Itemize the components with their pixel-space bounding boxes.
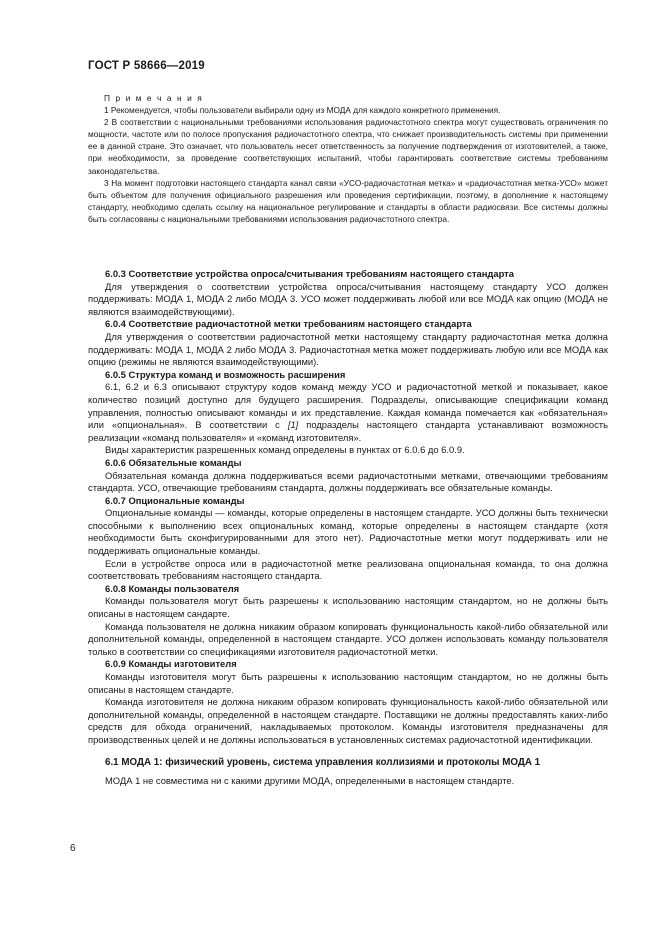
- section-heading: 6.0.8 Команды пользователя: [105, 582, 240, 594]
- section-heading: 6.0.4 Соответствие радиочастотной метки требованиям настоящего стандарта: [105, 318, 472, 330]
- note-item: 2 В соответствии с национальными требованиями использования радиочастотного спектра могут существовать ограничения по мощности, частоте или по полосе пропускания радиочастотного спектра, что снижает производительность системы при применении ее в данной стране. Это означает, что пользователь несет ответственность за получение подтверждения от изготовителей, а также, при необходимости, за проведение соответствующих испытаний, чтобы гарантировать соответствие системы требованиям законодательства.: [88, 117, 608, 176]
- paragraph: Виды характеристик разрешенных команд определены в пунктах от 6.0.6 до 6.0.9.: [105, 444, 465, 456]
- section-heading: 6.0.6 Обязательные команды: [105, 456, 242, 468]
- section-heading: 6.0.9 Команды изготовителя: [105, 658, 237, 670]
- page-number: 6: [70, 843, 76, 854]
- paragraph: Команда изготовителя не должна никаким образом копировать функциональность какой-либо обязательной или дополнительной команды, определенной в настоящем стандарте. Поставщики не должны предоставлять каких-либо средств для обхода ограничений, накладываемых протоколом. Команды изготовителя предназначены для производственных целей и не должны использоваться в установленных системах радиочастотной идентификации.: [88, 696, 608, 745]
- notes-title: П р и м е ч а н и я: [104, 93, 204, 103]
- paragraph-text: 6.1, 6.2 и 6.3 описывают структуру кодов команд между УСО и радиочастотной меткой и показывает, какое количество позиций доступно для будущего расширения. Подразделы, описывающие спецификации команд управления, полностью описывают команды и их представление. Каждая команда помечается как «обязательная» или «опциональная». В соответствии с: [88, 381, 608, 431]
- section-heading: 6.0.7 Опциональные команды: [105, 494, 245, 506]
- section-heading: 6.0.3 Соответствие устройства опроса/считывания требованиям настоящего стандарта: [105, 268, 514, 279]
- note-item: 3 На момент подготовки настоящего стандарта канал связи «УСО-радиочастотная метка» и «радиочастотная метка-УСО» может быть объектом для получения официального разрешения или проведения сертификации, поэтому, в дополнение к настоящему стандарту, необходимо сделать ссылку на национальное регулирование и стандарты в области радиосвязи. Все системы должны быть согласованы с национальными требованиями использования радиочастотного спектра.: [88, 177, 608, 224]
- paragraph: Обязательная команда должна поддерживаться всеми радиочастотными метками, отвечающими требованиям стандарта. УСО, отвечающие требованиям стандарта, должны поддерживать все обязательные команды.: [88, 469, 608, 494]
- paragraph: МОДА 1 не совместима ни с какими другими МОДА, определенными в настоящем стандарте.: [105, 775, 515, 787]
- note-item: 1 Рекомендуется, чтобы пользователи выбирали одну из МОДА для каждого конкретного применения.: [104, 105, 501, 116]
- paragraph: Опциональные команды — команды, которые определены в настоящем стандарте. УСО должны быть технически способными к выполнению всех опциональных команд, которые определены в настоящем стандарте (хотя необходимости быть сконфигурированными для этого нет). Радиочастотные метки могут поддерживать или не поддерживать опциональные команды.: [88, 507, 608, 557]
- paragraph: Команда пользователя не должна никаким образом копировать функциональность какой-либо обязательной или дополнительной команды, определенной в настоящем стандарте. УСО должен использовать команду пользователя только в соответствии со спецификациями изготовителя радиочастотной метки.: [88, 620, 608, 657]
- paragraph: Команды пользователя могут быть разрешены к использованию настоящим стандартом, но не должны быть описаны в настоящем сандарте.: [88, 595, 608, 620]
- document-body: [88, 268, 608, 788]
- paragraph: Если в устройстве опроса или в радиочастотной метке реализована опциональная команда, то она должна соответствовать требованиям настоящего стандарта.: [88, 557, 608, 582]
- paragraph: Команды изготовителя могут быть разрешены к использованию настоящим стандартом, но не должны быть описаны в настоящем стандарте.: [88, 671, 608, 695]
- reference-link: [1]: [287, 419, 299, 431]
- paragraph: Для утверждения о соответствии устройства опроса/считывания настоящему стандарту УСО должен поддерживать: МОДА 1, МОДА 2 либо МОДА 3. УСО может поддерживать любой или все МОДА как опцию (МОДА не являются взаимодействующими).: [88, 280, 608, 317]
- section-heading: 6.0.5 Структура команд и возможность расширения: [105, 368, 346, 380]
- paragraph: [88, 381, 608, 444]
- notes-block: [88, 92, 608, 225]
- document-header: ГОСТ Р 58666—2019: [88, 60, 205, 72]
- paragraph-text: подразделы настоящего стандарта устанавливают возможность реализации «команд пользователя» и «команд изготовителя».: [88, 419, 608, 443]
- section-heading: 6.1 МОДА 1: физический уровень, система управления коллизиями и протоколы МОДА 1: [105, 756, 541, 768]
- paragraph: Для утверждения о соответствии радиочастотной метки настоящему стандарту радиочастотная метка должна поддерживать: МОДА 1, МОДА 2 либо МОДА 3. Радиочастотная метка может поддерживать любую или все МОДА как опцию (режимы не являются взаимодействующими).: [88, 330, 608, 368]
